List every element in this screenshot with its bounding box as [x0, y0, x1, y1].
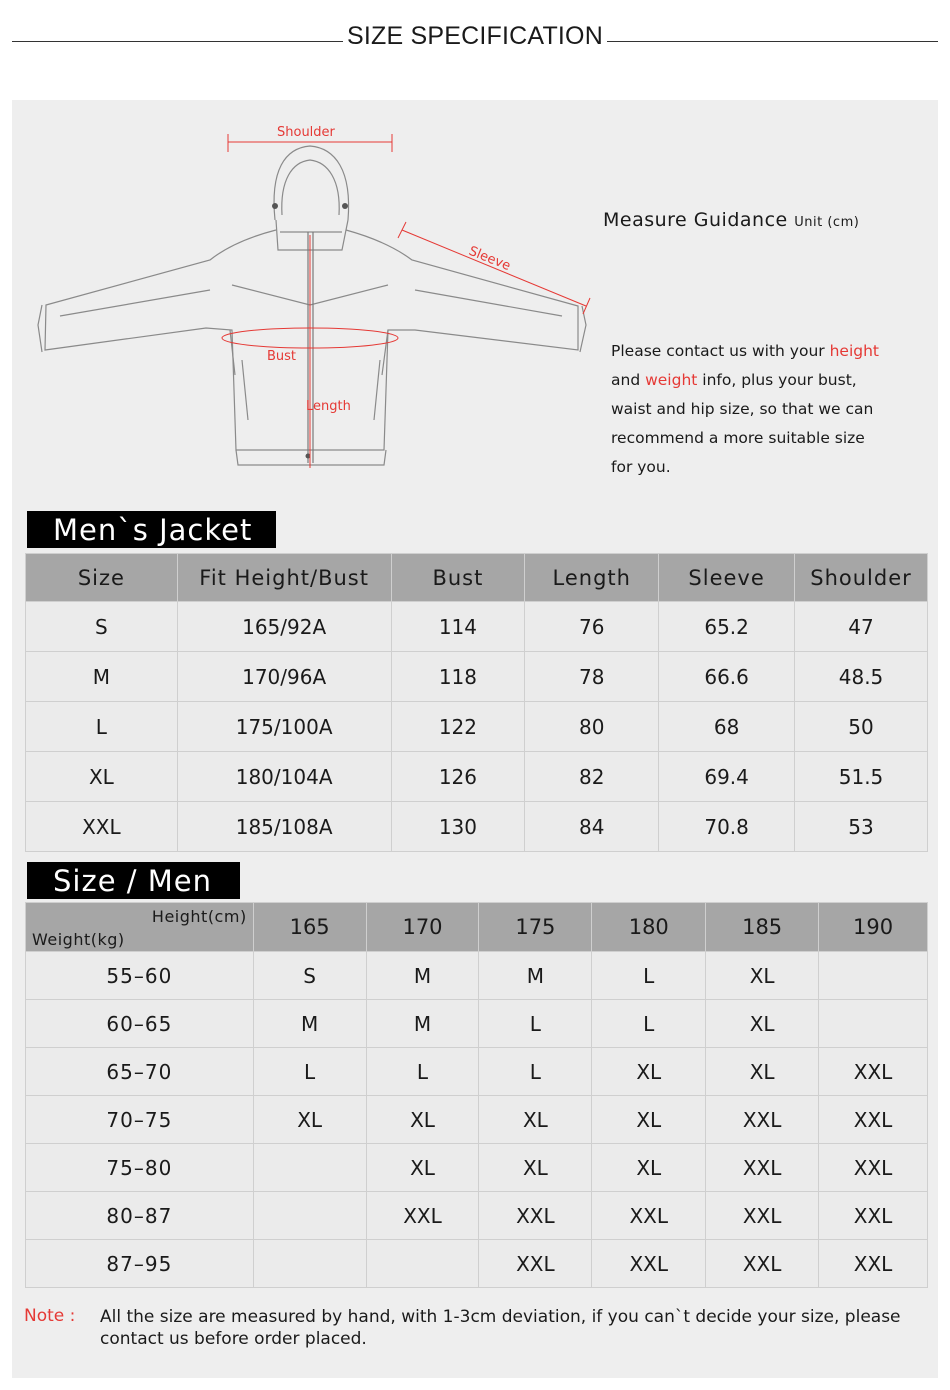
size-cell: XXL — [479, 1192, 592, 1240]
length-label: Length — [306, 399, 351, 414]
note-label: Note : — [24, 1306, 76, 1326]
sleeve-label: Sleeve — [466, 243, 513, 275]
size-cell: XXL — [706, 1192, 819, 1240]
size-cell: M — [366, 952, 479, 1000]
jacket-table-header — [26, 554, 928, 602]
size-cell: M — [253, 1000, 366, 1048]
size-cell: S — [253, 952, 366, 1000]
table-row — [26, 1144, 928, 1192]
table-cell: XXL — [26, 802, 178, 852]
table-cell: 65.2 — [659, 602, 795, 652]
table-cell: 70.8 — [659, 802, 795, 852]
col-header: Size — [26, 554, 178, 602]
size-men-label: Size / Men — [27, 862, 240, 899]
size-cell: L — [592, 1000, 706, 1048]
size-cell — [819, 952, 928, 1000]
table-cell: 122 — [391, 702, 525, 752]
size-cell: XXL — [479, 1240, 592, 1288]
size-cell: XXL — [706, 1096, 819, 1144]
size-cell: XXL — [592, 1192, 706, 1240]
table-row — [26, 1048, 928, 1096]
table-row — [26, 752, 928, 802]
size-cell: XL — [592, 1096, 706, 1144]
height-axis-label: Height(cm) — [151, 907, 247, 926]
table-row — [26, 1192, 928, 1240]
col-header: Shoulder — [795, 554, 928, 602]
table-cell: 66.6 — [659, 652, 795, 702]
size-cell — [253, 1192, 366, 1240]
table-row — [26, 952, 928, 1000]
height-header: 180 — [592, 903, 706, 952]
bust-label: Bust — [267, 349, 297, 364]
size-cell: XXL — [592, 1240, 706, 1288]
unit-label: Unit (cm) — [794, 215, 860, 230]
table-cell: 80 — [525, 702, 659, 752]
table-cell: 82 — [525, 752, 659, 802]
size-chart-table — [25, 902, 928, 1288]
table-cell: XL — [26, 752, 178, 802]
table-cell: 118 — [391, 652, 525, 702]
size-cell: L — [366, 1048, 479, 1096]
shoulder-label: Shoulder — [277, 125, 335, 140]
size-cell: L — [253, 1048, 366, 1096]
col-header: Sleeve — [659, 554, 795, 602]
weight-cell: 55–60 — [26, 952, 254, 1000]
height-word: height — [829, 342, 879, 360]
size-cell: XXL — [706, 1144, 819, 1192]
size-cell: XXL — [366, 1192, 479, 1240]
mens-jacket-label: Men`s Jacket — [27, 511, 276, 548]
page-title: SIZE SPECIFICATION — [0, 22, 950, 51]
table-cell: 53 — [795, 802, 928, 852]
weight-cell: 65–70 — [26, 1048, 254, 1096]
table-cell: 51.5 — [795, 752, 928, 802]
size-cell: XXL — [706, 1240, 819, 1288]
col-header: Fit Height/Bust — [177, 554, 391, 602]
size-cell — [819, 1000, 928, 1048]
size-cell: XL — [479, 1144, 592, 1192]
table-cell: 69.4 — [659, 752, 795, 802]
size-chart-header — [26, 903, 928, 952]
table-cell: 84 — [525, 802, 659, 852]
col-header: Bust — [391, 554, 525, 602]
size-cell — [366, 1240, 479, 1288]
height-header: 165 — [253, 903, 366, 952]
table-cell: M — [26, 652, 178, 702]
size-cell — [253, 1240, 366, 1288]
size-cell: XXL — [819, 1192, 928, 1240]
size-cell: XL — [706, 1000, 819, 1048]
contact-advice: Please contact us with your height and weight info, plus your bust, waist and hip size, so that we can recommend a more suitable size for you. — [611, 342, 879, 476]
table-row — [26, 1240, 928, 1288]
table-cell: 48.5 — [795, 652, 928, 702]
height-header: 190 — [819, 903, 928, 952]
table-cell: S — [26, 602, 178, 652]
table-cell: 130 — [391, 802, 525, 852]
size-cell: L — [479, 1048, 592, 1096]
table-cell: 165/92A — [177, 602, 391, 652]
table-cell: 170/96A — [177, 652, 391, 702]
table-cell: 68 — [659, 702, 795, 752]
size-cell: XL — [592, 1144, 706, 1192]
table-row — [26, 602, 928, 652]
measure-guidance-title: Measure Guidance Unit (cm) — [603, 209, 860, 231]
table-cell: 185/108A — [177, 802, 391, 852]
weight-word: weight — [645, 371, 698, 389]
size-cell: XXL — [819, 1144, 928, 1192]
size-cell: XL — [253, 1096, 366, 1144]
size-cell: XL — [706, 952, 819, 1000]
table-row — [26, 1000, 928, 1048]
height-header: 175 — [479, 903, 592, 952]
size-cell: L — [592, 952, 706, 1000]
table-cell: 78 — [525, 652, 659, 702]
size-cell — [253, 1144, 366, 1192]
col-header: Length — [525, 554, 659, 602]
size-cell: XL — [706, 1048, 819, 1096]
table-row — [26, 652, 928, 702]
size-cell: M — [479, 952, 592, 1000]
weight-axis-label: Weight(kg) — [32, 930, 125, 949]
table-cell: 114 — [391, 602, 525, 652]
height-header: 185 — [706, 903, 819, 952]
size-cell: XL — [592, 1048, 706, 1096]
note-text: All the size are measured by hand, with 1-3cm deviation, if you can`t decide your size, please contact us before order placed. — [100, 1307, 901, 1349]
size-cell: XXL — [819, 1096, 928, 1144]
table-cell: 180/104A — [177, 752, 391, 802]
table-cell: 76 — [525, 602, 659, 652]
size-cell: XL — [366, 1096, 479, 1144]
table-cell: L — [26, 702, 178, 752]
table-row — [26, 1096, 928, 1144]
weight-cell: 87–95 — [26, 1240, 254, 1288]
height-header: 170 — [366, 903, 479, 952]
size-cell: XXL — [819, 1240, 928, 1288]
size-cell: L — [479, 1000, 592, 1048]
table-cell: 175/100A — [177, 702, 391, 752]
table-row — [26, 702, 928, 752]
size-cell: M — [366, 1000, 479, 1048]
jacket-diagram — [30, 120, 610, 490]
table-cell: 47 — [795, 602, 928, 652]
size-cell: XL — [366, 1144, 479, 1192]
table-row — [26, 802, 928, 852]
weight-cell: 70–75 — [26, 1096, 254, 1144]
table-cell: 126 — [391, 752, 525, 802]
weight-cell: 80–87 — [26, 1192, 254, 1240]
height-weight-corner — [26, 903, 254, 952]
weight-cell: 60–65 — [26, 1000, 254, 1048]
jacket-size-table — [25, 553, 928, 852]
weight-cell: 75–80 — [26, 1144, 254, 1192]
table-cell: 50 — [795, 702, 928, 752]
size-cell: XXL — [819, 1048, 928, 1096]
size-cell: XL — [479, 1096, 592, 1144]
